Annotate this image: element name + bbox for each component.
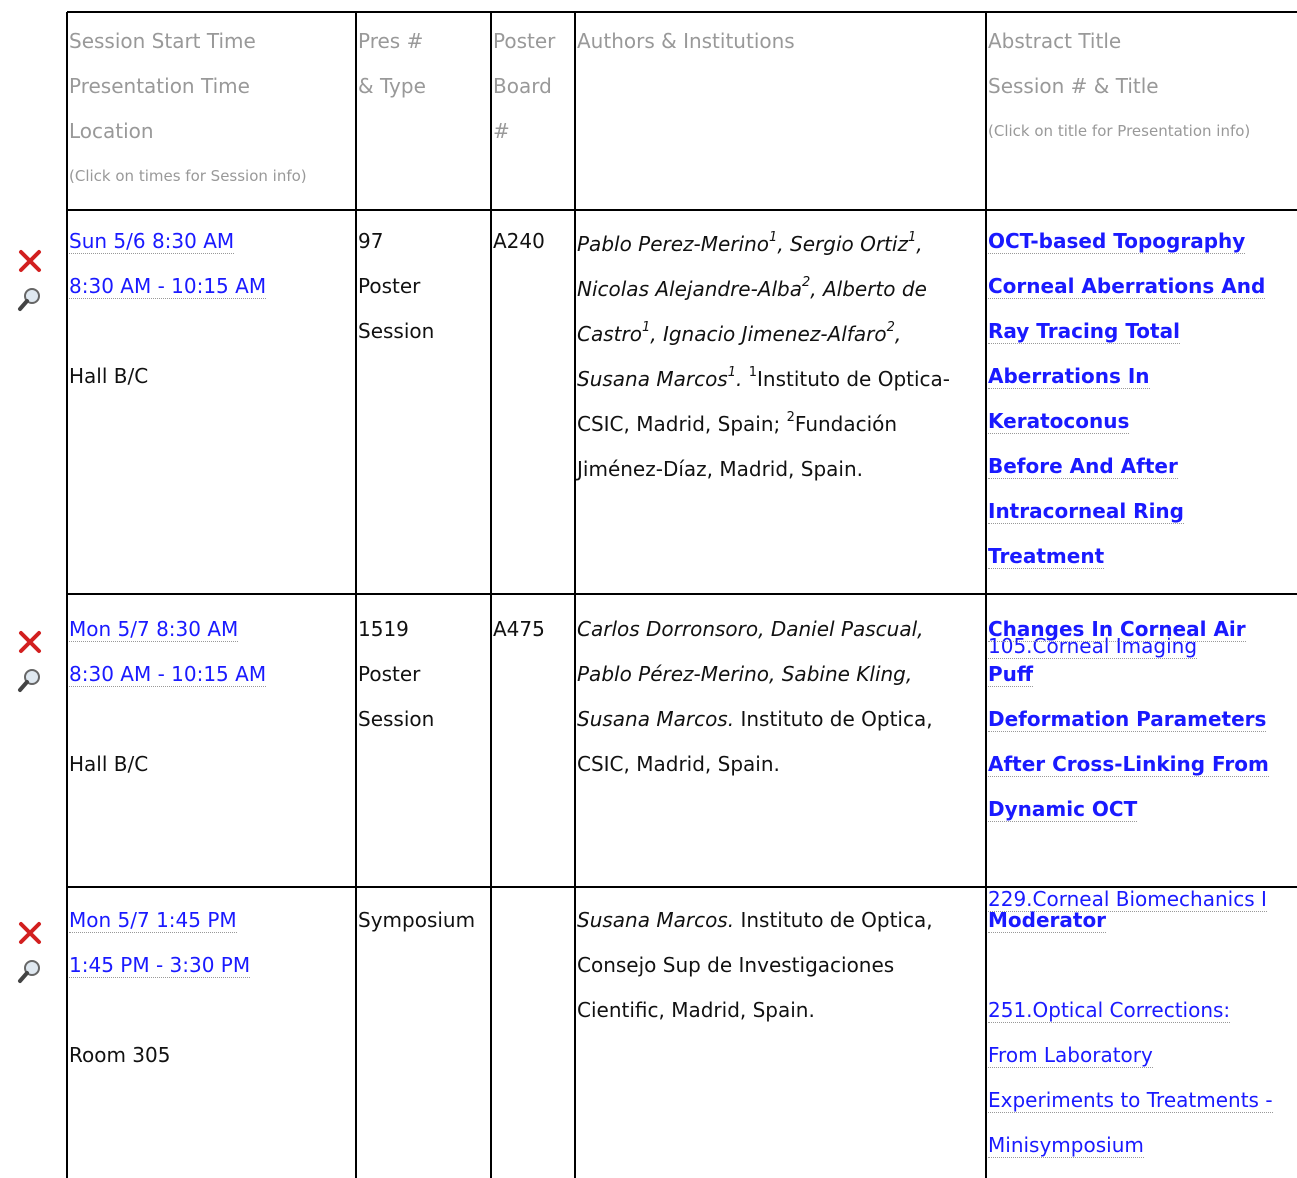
affiliation-sup: 2 <box>802 275 811 291</box>
header-text: Authors & Institutions <box>577 29 795 53</box>
authors-cell <box>577 898 933 1033</box>
abstract-title-link[interactable]: Before And After <box>988 454 1178 478</box>
institution: Instituto de Optica, <box>734 707 933 731</box>
poster-board: A240 <box>493 229 545 253</box>
pres-number: 97 <box>358 229 384 253</box>
header-poster-board <box>493 19 555 154</box>
authors-cell <box>577 607 933 787</box>
session-start-link[interactable]: Mon 5/7 1:45 PM <box>69 908 237 932</box>
session-title-link[interactable]: 105.Corneal Imaging <box>988 634 1198 658</box>
magnifier-icon[interactable] <box>17 286 43 312</box>
abstract-cell <box>988 898 1273 1168</box>
affiliation-sup: 2 <box>786 410 795 426</box>
header-note: (Click on title for Presentation info) <box>988 122 1251 140</box>
location: Room 305 <box>69 1043 171 1067</box>
pres-type: Poster <box>358 662 421 686</box>
magnifier-icon[interactable] <box>17 667 43 693</box>
header-text: Presentation Time <box>69 74 250 98</box>
pres-type: Session <box>358 707 435 731</box>
author: Carlos Dorronsoro, Daniel Pascual, <box>577 617 924 641</box>
presentation-time-link[interactable]: 1:45 PM - 3:30 PM <box>69 953 251 977</box>
pres-number: 1519 <box>358 617 409 641</box>
author: Pablo Perez-Merino <box>577 232 770 256</box>
author: , Alberto de Castro <box>577 277 927 346</box>
abstract-cell <box>988 219 1297 669</box>
abstract-title-link[interactable]: Ray Tracing Total <box>988 319 1180 343</box>
pres-type: Session <box>358 319 435 343</box>
session-title-link[interactable]: Minisymposium <box>988 1133 1144 1157</box>
author: Susana Marcos. <box>577 908 735 932</box>
institution: Instituto de Optica, <box>734 908 933 932</box>
header-pres-type <box>358 19 426 109</box>
session-time-cell <box>69 898 250 1078</box>
abstract-title-link[interactable]: Moderator <box>988 908 1107 932</box>
presentation-time-link[interactable]: 8:30 AM - 10:15 AM <box>69 662 267 686</box>
session-title-link[interactable]: 229.Corneal Biomechanics I <box>988 887 1267 911</box>
table-divider <box>985 12 987 1178</box>
header-abstract <box>988 19 1250 154</box>
header-text: Poster <box>493 29 556 53</box>
abstract-cell <box>988 607 1297 922</box>
header-text: Location <box>69 119 154 143</box>
table-divider <box>66 12 68 1178</box>
author: , Sergio Ortiz <box>777 232 908 256</box>
institution: Instituto de Optica-CSIC, Madrid, Spain; <box>577 367 951 436</box>
institution: Consejo Sup de Investigaciones <box>577 953 895 977</box>
institution: CSIC, Madrid, Spain. <box>577 752 780 776</box>
header-text: & Type <box>358 74 426 98</box>
affiliation-sup: 1 <box>907 230 917 246</box>
affiliation-sup: 1 <box>727 365 737 381</box>
session-time-cell <box>69 219 266 399</box>
location: Hall B/C <box>69 364 149 388</box>
location: Hall B/C <box>69 752 149 776</box>
abstract-title-link[interactable]: Aberrations In Keratoconus <box>988 364 1150 433</box>
table-divider <box>574 12 576 1178</box>
header-text: Board <box>493 74 552 98</box>
abstract-title-link[interactable]: Dynamic OCT <box>988 797 1138 821</box>
header-text: Session # & Title <box>988 74 1159 98</box>
session-title-link[interactable]: 251.Optical Corrections: <box>988 998 1231 1022</box>
header-text: Abstract Title <box>988 29 1122 53</box>
abstract-title-link[interactable]: Intracorneal Ring Treatment <box>988 499 1184 568</box>
table-divider <box>355 12 357 1178</box>
pres-type-cell <box>358 898 475 943</box>
author: Pablo Pérez-Merino, Sabine Kling, <box>577 662 913 686</box>
institution: Cientific, Madrid, Spain. <box>577 998 815 1022</box>
author: , Nicolas Alejandre-Alba <box>577 232 923 301</box>
pres-type-cell <box>358 607 434 742</box>
abstract-title-link[interactable]: OCT-based Topography <box>988 229 1246 253</box>
author: , Susana Marcos <box>577 322 902 391</box>
authors-cell <box>577 222 977 492</box>
abstract-title-link[interactable]: Corneal Aberrations And <box>988 274 1266 298</box>
poster-board: A475 <box>493 617 545 641</box>
session-title-link[interactable]: Experiments to Treatments - <box>988 1088 1273 1112</box>
abstract-title-link[interactable]: Changes In Corneal Air Puff <box>988 617 1246 686</box>
institution: Fundación Jiménez-Díaz, Madrid, Spain. <box>577 412 898 481</box>
table-divider <box>67 11 1297 13</box>
session-time-cell <box>69 607 266 787</box>
presentation-time-link[interactable]: 8:30 AM - 10:15 AM <box>69 274 267 298</box>
remove-x-icon[interactable] <box>17 920 43 946</box>
abstract-title-link[interactable]: Deformation Parameters <box>988 707 1267 731</box>
abstract-title-link[interactable]: After Cross-Linking From <box>988 752 1269 776</box>
table-divider <box>67 209 1297 211</box>
remove-x-icon[interactable] <box>17 248 43 274</box>
table-divider <box>490 12 492 1178</box>
header-text: # <box>493 119 510 143</box>
affiliation-sup: 1 <box>748 365 758 381</box>
magnifier-icon[interactable] <box>17 958 43 984</box>
affiliation-sup: 1 <box>641 320 651 336</box>
session-start-link[interactable]: Sun 5/6 8:30 AM <box>69 229 235 253</box>
header-authors <box>577 19 795 64</box>
author: , Ignacio Jimenez-Alfaro <box>650 322 887 346</box>
affiliation-sup: 1 <box>769 230 778 246</box>
header-note: (Click on times for Session info) <box>69 167 307 185</box>
affiliation-sup: 2 <box>886 320 895 336</box>
pres-type: Symposium <box>358 908 476 932</box>
pres-type-cell <box>358 219 434 354</box>
header-text: Pres # <box>358 29 424 53</box>
author: Susana Marcos. <box>577 707 735 731</box>
session-title-link[interactable]: From Laboratory <box>988 1043 1153 1067</box>
header-session-time <box>69 19 307 199</box>
header-text: Session Start Time <box>69 29 256 53</box>
remove-x-icon[interactable] <box>17 629 43 655</box>
author: . <box>736 367 743 391</box>
session-start-link[interactable]: Mon 5/7 8:30 AM <box>69 617 239 641</box>
pres-type: Poster <box>358 274 421 298</box>
